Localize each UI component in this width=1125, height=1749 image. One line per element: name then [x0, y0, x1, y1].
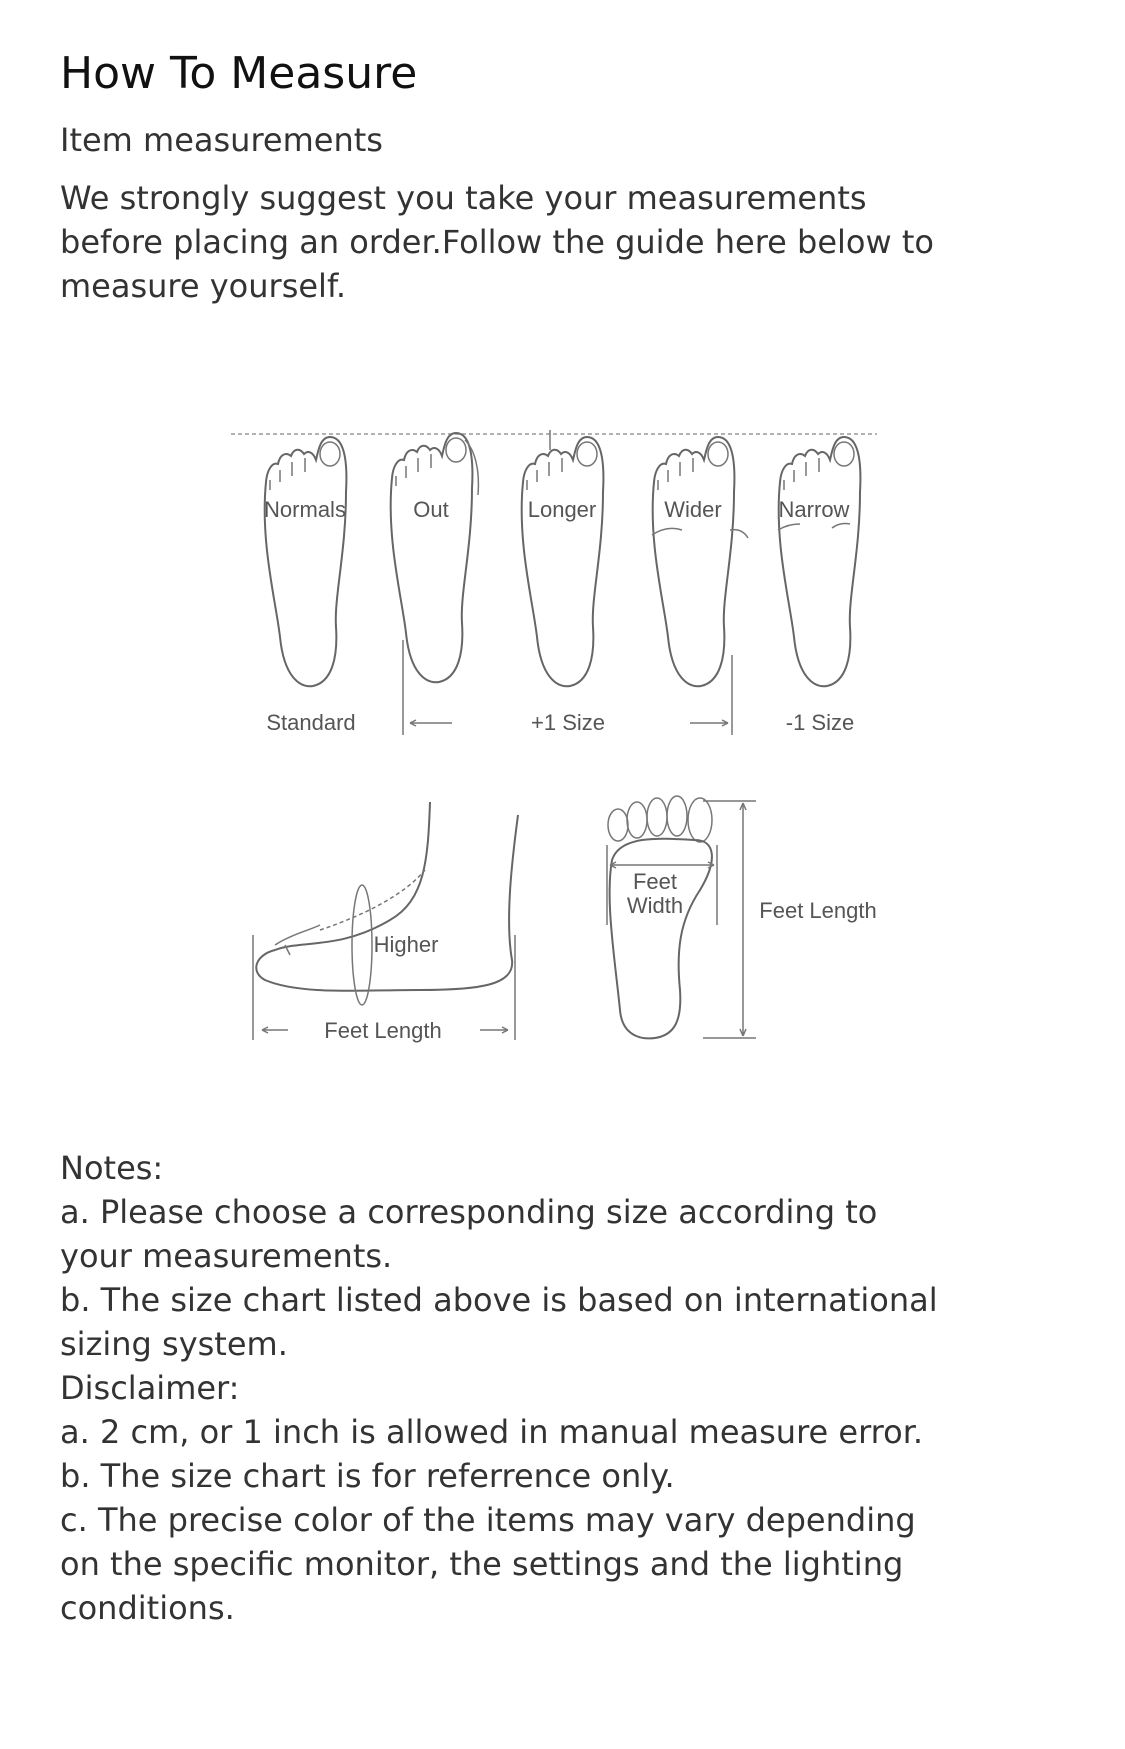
sole-feet-length-label: Feet Length — [759, 898, 877, 923]
higher-label: Higher — [373, 932, 439, 957]
subtitle: Item measurements — [60, 121, 383, 159]
feet-width-label-line1: Feet — [632, 869, 678, 894]
foot-wider-icon — [653, 437, 735, 686]
right-arrow-icon — [690, 720, 728, 726]
left-arrow-icon — [410, 720, 452, 726]
note-line: your measurements. — [60, 1237, 393, 1275]
note-line: a. Please choose a corresponding size according to — [60, 1193, 878, 1231]
size-label-plus-one: +1 Size — [531, 710, 605, 735]
feet-width-label-line2: Width — [626, 893, 684, 918]
intro-line: measure yourself. — [60, 267, 347, 305]
disclaimer-line: on the specific monitor, the settings and the lighting — [60, 1545, 904, 1583]
page-title: How To Measure — [60, 48, 418, 99]
note-line: b. The size chart listed above is based on international — [60, 1281, 938, 1319]
foot-label-longer: Longer — [527, 497, 597, 522]
side-foot-icon — [253, 802, 518, 1040]
foot-label-wider: Wider — [664, 497, 722, 522]
disclaimer-line: conditions. — [60, 1589, 235, 1627]
intro-line: before placing an order.Follow the guide here below to — [60, 223, 934, 261]
foot-label-narrow: Narrow — [778, 497, 850, 522]
intro-line: We strongly suggest you take your measurements — [60, 179, 867, 217]
wider-arrows-icon — [652, 528, 748, 538]
note-line: sizing system. — [60, 1325, 288, 1363]
disclaimer-line: b. The size chart is for referrence only. — [60, 1457, 675, 1495]
foot-longer-icon — [522, 437, 604, 686]
size-label-standard: Standard — [266, 710, 356, 735]
foot-normals-icon — [265, 437, 347, 686]
disclaimer-line: a. 2 cm, or 1 inch is allowed in manual measure error. — [60, 1413, 924, 1451]
size-label-minus-one: -1 Size — [785, 710, 855, 735]
narrow-arrows-icon — [778, 524, 850, 531]
disclaimer-line: c. The precise color of the items may vary depending — [60, 1501, 916, 1539]
disclaimer-heading: Disclaimer: — [60, 1369, 240, 1407]
notes-section — [60, 1146, 1080, 1630]
side-feet-length-label: Feet Length — [324, 1018, 442, 1043]
foot-label-out: Out — [413, 497, 449, 522]
foot-label-normals: Normals — [264, 497, 346, 522]
foot-narrow-icon — [779, 437, 861, 686]
notes-heading: Notes: — [60, 1149, 164, 1187]
